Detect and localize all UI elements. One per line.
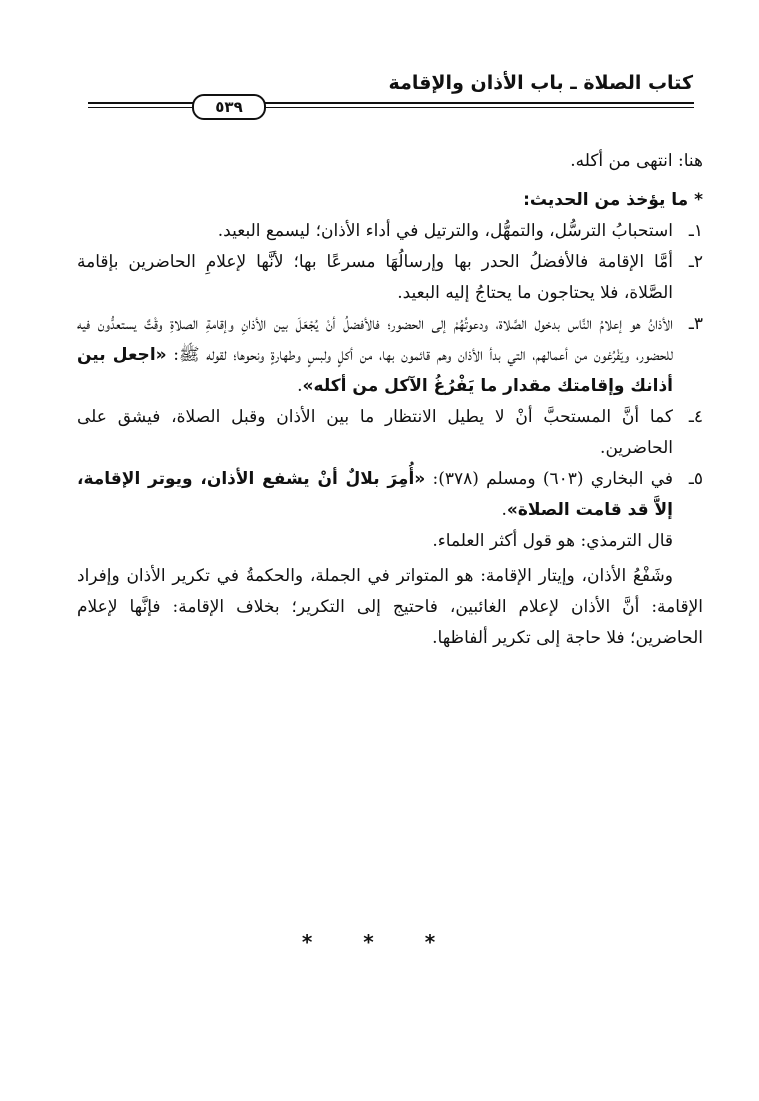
section-separator: * * * bbox=[301, 930, 458, 954]
hadith-quote: «أُمِرَ بلالٌ أنْ يشفع الأذان، ويوتر الإقامة، إلاَّ قد قامت الصلاة» bbox=[77, 469, 673, 520]
list-item-number: ٢ـ bbox=[688, 252, 703, 272]
list-item-number: ٥ـ bbox=[688, 469, 703, 489]
page-body bbox=[77, 146, 703, 654]
list-item-text: استحبابُ الترسُّل، والتمهُّل، والترتيل في أداء الأذان؛ ليسمع البعيد. bbox=[217, 221, 673, 241]
section-heading: * ما يؤخذ من الحديث: bbox=[523, 190, 703, 210]
list-item-text: أمَّا الإقامة فالأفضلُ الحدر بها وإرسالُهَا مسرعًا بها؛ لأنَّها لإعلامِ الحاضرين بإقامة الصَّلاة، فلا يحتاجون ما يحتاجُ إليه البعيد. bbox=[77, 252, 673, 303]
closing-paragraph: وشَفْعُ الأذان، وإيتار الإقامة: هو المتواتر في الجملة، والحكمةُ في تكرير الأذان وإفراد الإقامة: أنَّ الأذان لإعلام الغائبين، فاحتيج إلى التكرير؛ بخلاف الإقامة: فإنَّها لإعلام الحاضرين؛ فلا حاجة إلى تكرير ألفاظها. bbox=[77, 566, 703, 648]
list-item-text: الأذانُ هو إعلامُ النَّاس بدخول الصَّلاة، ودعوتُهُمْ إلى الحضور؛ فالأفضلُ أنْ يُجْعَلَ بين الأذانِ وإقامةِ الصلاةِ وقْتٌ يستعدُّون فيه للحضور، ويَفْرُغون من أعمالهم، التي بدأ الأذان وهم قائمون بها، من أكلٍ ولبسٍ وطهارةٍ ونحوها؛ لقوله ﷺ: bbox=[77, 314, 673, 365]
list-item bbox=[77, 247, 703, 309]
header-rule bbox=[88, 94, 694, 118]
header-rule-line-bottom-left bbox=[88, 107, 194, 108]
header-rule-line-bottom-right bbox=[264, 107, 694, 108]
header-rule-line-top-left bbox=[88, 102, 194, 104]
header-rule-line-top-right bbox=[264, 102, 694, 104]
page-number: ٥٣٩ bbox=[192, 94, 266, 120]
list-item-text: في البخاري (٦٠٣) ومسلم (٣٧٨): bbox=[432, 469, 673, 489]
list-item bbox=[77, 402, 703, 464]
list-item bbox=[77, 309, 703, 402]
hadith-quote: «اجعل بين أذانك وإقامتك مقدار ما يَفْرُغُ الآكل من أكله» bbox=[77, 345, 673, 396]
intro-line: هنا: انتهى من أكله. bbox=[570, 151, 703, 171]
list-item bbox=[77, 216, 703, 247]
list-item-number: ٤ـ bbox=[688, 407, 703, 427]
tirmidhi-note: قال الترمذي: هو قول أكثر العلماء. bbox=[432, 531, 673, 551]
list-item-text: كما أنَّ المستحبَّ أنْ لا يطيل الانتظار ما بين الأذان وقبل الصلاة، فيشق على الحاضرين. bbox=[77, 407, 673, 458]
list-item-number: ١ـ bbox=[688, 221, 703, 241]
list-item-number: ٣ـ bbox=[688, 314, 703, 334]
running-header-title: كتاب الصلاة ـ باب الأذان والإقامة bbox=[388, 72, 693, 94]
list-item bbox=[77, 464, 703, 526]
list-item-tail: . bbox=[501, 500, 507, 520]
list-item-tail: . bbox=[297, 376, 303, 396]
